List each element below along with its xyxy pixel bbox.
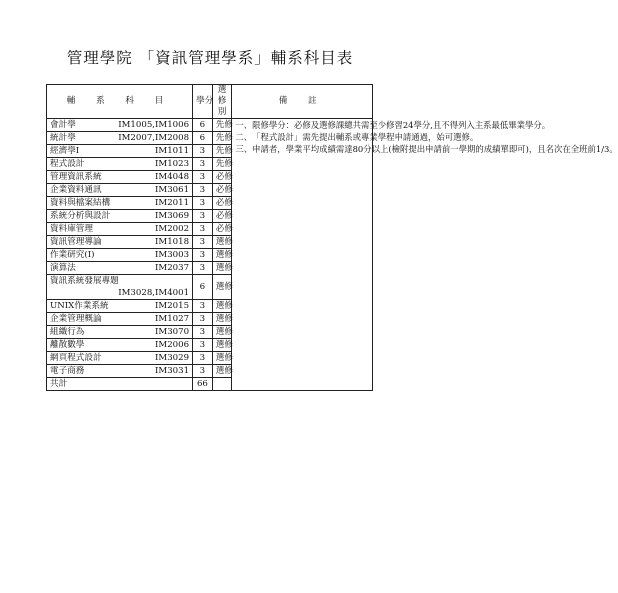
course-name: 資訊系統發展專題 [50,276,119,286]
course-name: 管理資訊系統 [50,172,102,182]
course-cell [47,352,193,365]
note-text: 申請者，學業平均成績需達80分以上(檢附提出申請前一學期的成績單即可)，且名次在全班前1/3。 [252,144,618,154]
course-code: IM2015 [155,301,190,311]
course-name: 演算法 [50,263,76,273]
credits-cell: 3 [193,352,213,365]
course-name: UNIX作業系統 [50,301,109,311]
note-number: 二、 [235,132,253,142]
course-name: 離散數學 [50,340,85,350]
course-code: IM3061 [155,185,190,195]
course-cell [47,275,193,300]
requirement-cell: 選修 [212,326,232,339]
credits-cell: 3 [193,300,213,313]
course-cell [47,339,193,352]
note-number: 三、 [235,144,253,154]
course-code: IM2011 [155,198,190,208]
requirement-cell: 必修 [212,210,232,223]
credits-cell: 3 [193,184,213,197]
course-cell [47,184,193,197]
course-code: IM3070 [155,327,190,337]
course-name: 電子商務 [50,366,85,376]
credits-cell: 6 [193,132,213,145]
total-credits: 66 [193,378,213,391]
requirement-cell: 先修 [212,145,232,158]
course-cell [47,236,193,249]
course-code: IM1027 [155,314,190,324]
course-cell [47,119,193,132]
course-cell [47,223,193,236]
course-name: 組織行為 [50,327,85,337]
credits-cell: 3 [193,365,213,378]
notes-cell [232,119,618,391]
requirement-cell: 必修 [212,184,232,197]
credits-cell: 3 [193,171,213,184]
credits-cell: 3 [193,236,213,249]
course-code: IM1011 [155,146,190,156]
course-cell [47,171,193,184]
course-cell [47,132,193,145]
course-name: 企業管理概論 [50,314,102,324]
course-code: IM3028,IM4001 [118,288,190,298]
course-name: 作業研究(Ⅰ) [50,250,95,260]
credits-cell: 3 [193,262,213,275]
course-cell [47,158,193,171]
credits-cell: 3 [193,249,213,262]
course-code: IM3029 [155,353,190,363]
credits-cell: 3 [193,326,213,339]
course-code: IM2006 [155,340,190,350]
course-code: IM3031 [155,366,190,376]
header-course: 輔 系 科 目 [47,85,193,119]
page-title: 管理學院 「資訊管理學系」輔系科目表 [66,49,354,67]
requirement-cell: 先修 [212,158,232,171]
course-code: IM1005,IM1006 [118,120,190,130]
course-cell [47,197,193,210]
table-header-row [47,85,373,119]
note-item [235,143,618,155]
total-label: 共計 [47,378,193,391]
note-text: 限修學分：必修及選修課總共需至少修習24學分,且不得列入主系最低畢業學分。 [252,120,551,130]
requirement-cell: 選修 [212,339,232,352]
course-code: IM2002 [155,224,190,234]
requirement-cell: 選修 [212,249,232,262]
requirement-cell: 選修 [212,313,232,326]
note-item [235,131,479,143]
requirement-cell: 必修 [212,171,232,184]
course-code: IM3069 [155,211,190,221]
course-cell [47,145,193,158]
requirement-cell: 先修 [212,132,232,145]
credits-cell: 3 [193,197,213,210]
note-text: 「程式設計」需先提出輔系或專業學程申請通過，始可選修。 [252,132,479,142]
course-cell [47,210,193,223]
credits-cell: 3 [193,210,213,223]
requirement-cell: 選修 [212,365,232,378]
course-name: 會計學 [50,120,76,130]
requirement-cell: 必修 [212,223,232,236]
minor-course-table [46,84,618,391]
requirement-cell: 選修 [212,262,232,275]
course-name: 統計學 [50,133,76,143]
table-body [47,119,618,391]
course-name: 程式設計 [50,159,85,169]
header-credits: 學分 [193,85,213,119]
requirement-cell: 選修 [212,300,232,313]
requirement-cell: 先修 [212,119,232,132]
course-name: 資料庫管理 [50,224,93,234]
course-cell [47,300,193,313]
course-cell [47,262,193,275]
requirement-cell: 選修 [212,275,232,300]
course-name: 系統分析與設計 [50,211,111,221]
course-code: IM2037 [155,263,190,273]
course-code: IM4048 [155,172,190,182]
credits-cell: 6 [193,119,213,132]
note-item [235,119,551,131]
note-number: 一、 [235,120,253,130]
course-code: IM2007,IM2008 [118,133,190,143]
credits-cell: 3 [193,145,213,158]
total-empty-cell [212,378,232,391]
header-notes: 備 註 [232,85,373,119]
credits-cell: 6 [193,275,213,300]
course-code: IM1018 [155,237,190,247]
table-row [47,119,373,132]
course-cell [47,249,193,262]
course-code: IM1023 [155,159,190,169]
credits-cell: 3 [193,158,213,171]
course-name: 資料與檔案結構 [50,198,111,208]
credits-cell: 3 [193,313,213,326]
header-req: 選修別 [212,85,232,119]
course-cell [47,365,193,378]
course-name: 企業資料通訊 [50,185,102,195]
course-cell [47,326,193,339]
course-name: 經濟學Ⅰ [50,146,80,156]
requirement-cell: 選修 [212,236,232,249]
credits-cell: 3 [193,339,213,352]
requirement-cell: 必修 [212,197,232,210]
course-cell [47,313,193,326]
requirement-cell: 選修 [212,352,232,365]
course-name: 網頁程式設計 [50,353,102,363]
course-name: 資訊管理導論 [50,237,102,247]
credits-cell: 3 [193,223,213,236]
course-code: IM3003 [155,250,190,260]
